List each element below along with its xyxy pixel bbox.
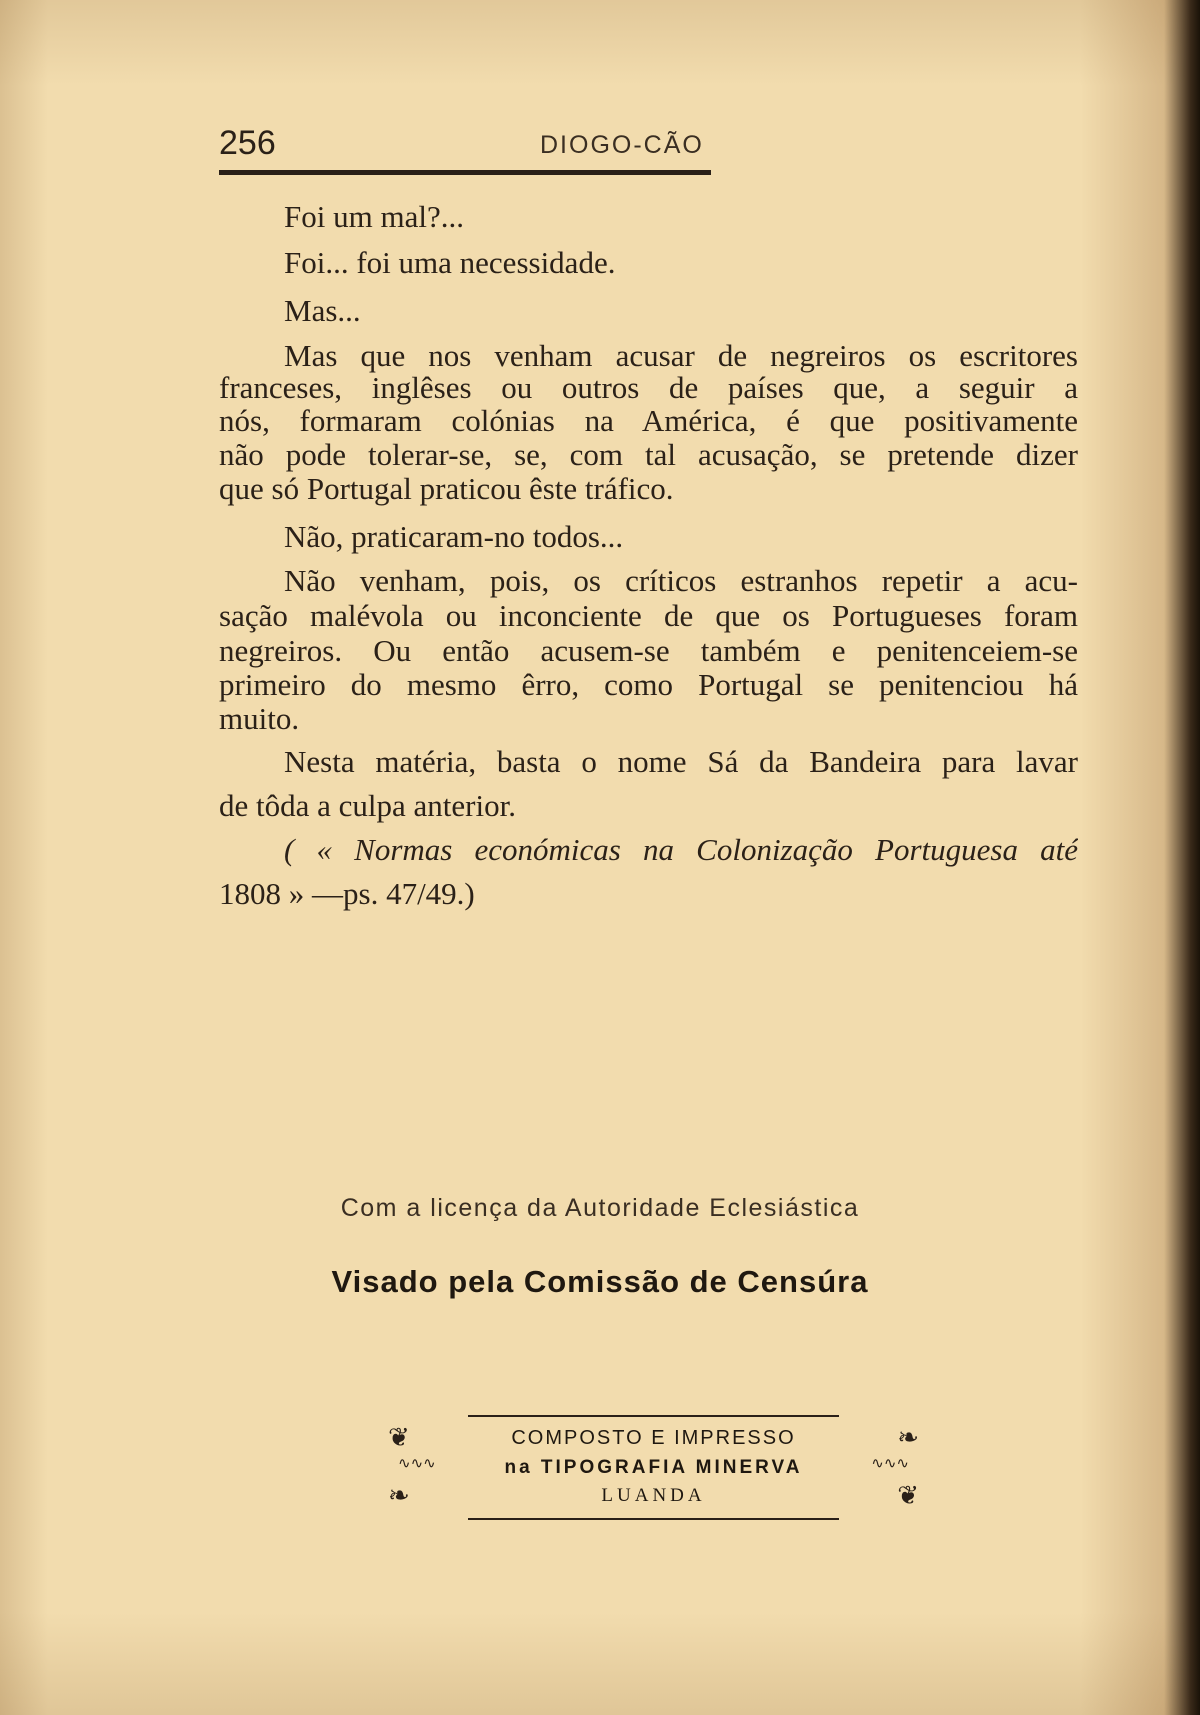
censorship-approval: Visado pela Comissão de Censúra	[331, 1264, 869, 1299]
flourish-ornament-icon: ❦	[897, 1481, 919, 1510]
printer-colophon	[388, 1411, 919, 1526]
text-line: primeiro do mesmo êrro, como Portugal se penitenciou há	[219, 668, 1078, 702]
text-line: negreiros. Ou então acusem-se também e penitenceiem-se	[219, 634, 1078, 668]
citation-line: 1808 » —ps. 47/49.)	[219, 876, 475, 911]
text-line: Mas que nos venham acusar de negreiros os escritores	[284, 339, 1078, 373]
colophon-line-1: COMPOSTO E IMPRESSO	[511, 1427, 796, 1449]
flourish-ornament-icon: ❧	[897, 1423, 919, 1452]
text-line: de tôda a culpa anterior.	[219, 788, 516, 823]
text-line: Mas...	[284, 293, 361, 328]
text-line: sação malévola ou inconciente de que os Portugueses foram	[219, 599, 1078, 633]
citation-line: ( « Normas económicas na Colonização Portuguesa até	[284, 833, 1078, 867]
text-line: Foi um mal?...	[284, 199, 464, 234]
running-head: DIOGO-CÃO	[540, 131, 704, 159]
flourish-ornament-icon: ❧	[388, 1481, 410, 1510]
page-number: 256	[219, 124, 276, 162]
flourish-ornament-icon: ❦	[388, 1423, 410, 1452]
text-line: que só Portugal praticou êste tráfico.	[219, 471, 674, 506]
text-line: Foi... foi uma necessidade.	[284, 245, 616, 280]
text-line: franceses, inglêses ou outros de países que, a seguir a	[219, 371, 1078, 405]
text-line: Nesta matéria, basta o nome Sá da Bandeira para lavar	[284, 745, 1078, 779]
text-line: Não, praticaram-no todos...	[284, 519, 624, 554]
ecclesiastical-license: Com a licença da Autoridade Eclesiástica	[340, 1194, 860, 1222]
wave-ornament-icon: ∿∿∿	[398, 1456, 436, 1472]
text-line: muito.	[219, 701, 300, 736]
colophon-line-3: LUANDA	[601, 1485, 706, 1506]
text-line: nós, formaram colónias na América, é que positivamente	[219, 404, 1078, 438]
colophon-top-rule	[468, 1415, 839, 1417]
wave-ornament-icon: ∿∿∿	[871, 1456, 909, 1472]
header-rule	[219, 170, 711, 175]
text-line: Não venham, pois, os críticos estranhos repetir a acu-	[284, 564, 1078, 598]
text-line: não pode tolerar-se, se, com tal acusação, se pretende dizer	[219, 438, 1078, 472]
colophon-line-2: na TIPOGRAFIA MINERVA	[504, 1457, 803, 1478]
colophon-bottom-rule	[468, 1518, 839, 1520]
